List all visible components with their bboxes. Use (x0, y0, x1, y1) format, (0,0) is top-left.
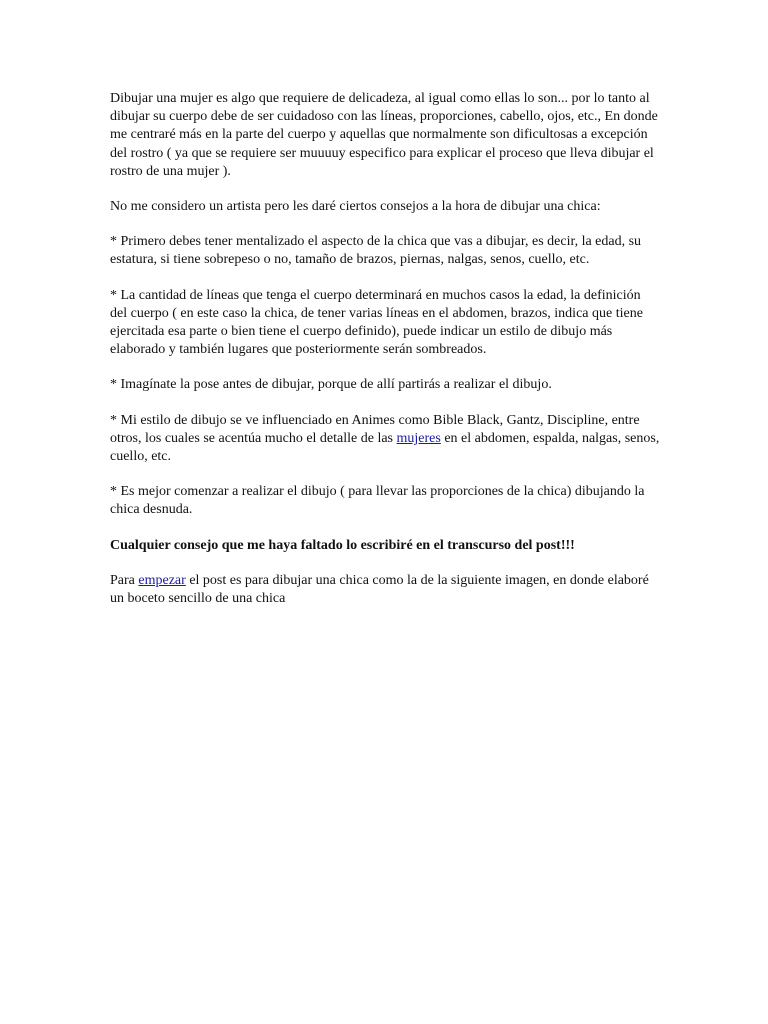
intro-paragraph: Dibujar una mujer es algo que requiere de delicadeza, al igual como ellas lo son... por lo tanto al dibujar su cuerpo debe de ser cuidadoso con las líneas, proporciones, cabello, ojos, etc., En donde me centraré más en la parte del cuerpo y aquellas que normalmente son dificultosas a excepción del rostro ( ya que se requiere ser muuuuy especifico para explicar el proceso que lleva dibujar el rostro de una mujer ). (110, 91, 658, 179)
tip-start-nude: * Es mejor comenzar a realizar el dibujo ( para llevar las proporciones de la chica) dibujando la chica desnuda. (110, 484, 645, 518)
bold-note: Cualquier consejo que me haya faltado lo escribiré en el transcurso del post!!! (110, 537, 575, 553)
disclaimer-paragraph: No me considero un artista pero les daré ciertos consejos a la hora de dibujar una chica: (110, 199, 601, 215)
tip-pose: * Imagínate la pose antes de dibujar, porque de allí partirás a realizar el dibujo. (110, 377, 552, 393)
document-body (110, 90, 660, 625)
tip-body-lines: * La cantidad de líneas que tenga el cuerpo determinará en muchos casos la edad, la definición del cuerpo ( en este caso la chica, de tener varias líneas en el abdomen, brazos, indica que tiene ejercitada esa parte o bien tiene el cuerpo definido), puede indicar un estilo de dibujo más elaborado y también lugares que posteriormente serán sombreados. (110, 287, 643, 358)
tip-anime-style (110, 412, 660, 467)
tip-anime-style-text-end: en el abdomen, espalda, nalgas, senos, cuello, etc. (110, 430, 660, 465)
mujeres-link[interactable]: mujeres (396, 430, 441, 446)
closing-paragraph (110, 572, 660, 608)
tip-mental-aspect: * Primero debes tener mentalizado el aspecto de la chica que vas a dibujar, es decir, la edad, su estatura, si tiene sobrepeso o no, tamaño de brazos, piernas, nalgas, senos, cuello, etc. (110, 234, 642, 268)
closing-text-start: Para (110, 572, 139, 588)
empezar-link[interactable]: empezar (138, 572, 186, 588)
tip-anime-style-text-start: * Mi estilo de dibujo se ve influenciado en Animes como Bible Black, Gantz, Discipline, entre otros, los cuales se acentúa mucho el detalle de las (110, 412, 640, 446)
closing-text-end: el post es para dibujar una chica como la de la siguiente imagen, en donde elaboré un boceto sencillo de una chica (110, 572, 649, 607)
